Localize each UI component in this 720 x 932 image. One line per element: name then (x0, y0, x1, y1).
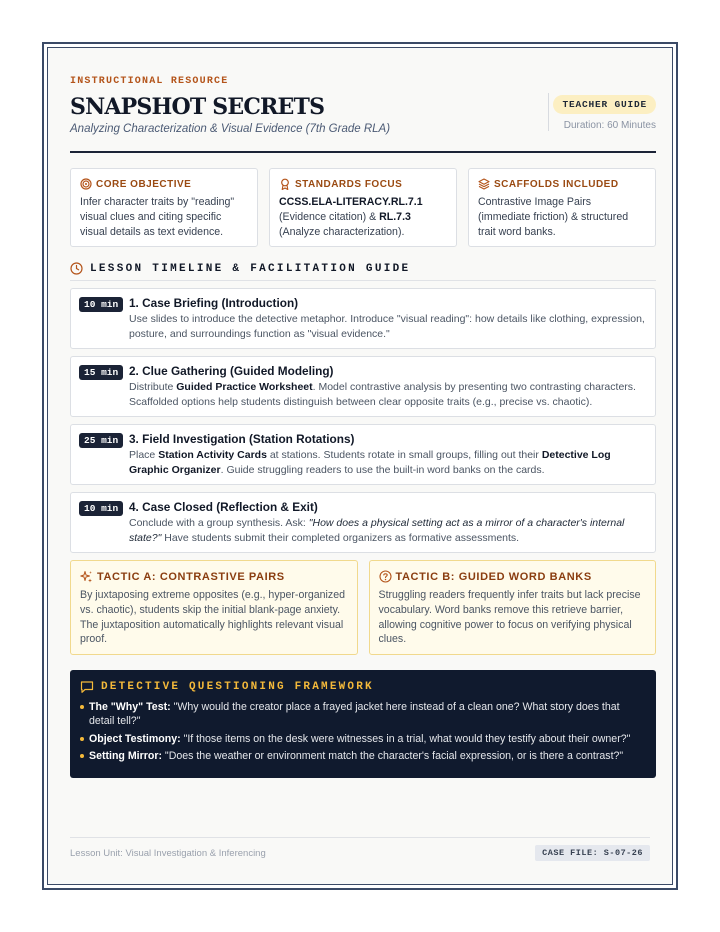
step-title: 3. Field Investigation (Station Rotations) (129, 432, 355, 446)
timeline-step (70, 492, 656, 553)
timeline-step (70, 356, 656, 417)
page-header (70, 93, 656, 153)
unit-label: Lesson Unit: Visual Investigation & Inferencing (70, 848, 266, 859)
tactic-title: TACTIC A: CONTRASTIVE PAIRS (97, 570, 285, 583)
target-icon (80, 178, 92, 190)
card-header (478, 178, 646, 190)
page-frame (42, 42, 678, 890)
reflection-question: "How does a physical setting act as a mirror of a character's internal state?" (129, 517, 625, 544)
timeline-steps (70, 288, 656, 553)
standard-text: (Analyze characterization). (279, 225, 405, 238)
summary-cards (70, 168, 656, 247)
standard-code: CCSS.ELA-LITERACY.RL.7.1 (279, 196, 423, 208)
material-name: Guided Practice Worksheet (176, 381, 313, 393)
duration-pill: 10 min (79, 297, 123, 312)
question-text: "If those items on the desk were witnesses in a trial, what would they testify about their owner?" (180, 732, 631, 745)
tactic-title: TACTIC B: GUIDED WORD BANKS (395, 570, 592, 583)
card-header (279, 178, 447, 190)
step-text: Distribute (129, 381, 177, 393)
tactic-card (369, 560, 657, 655)
tactic-header (379, 570, 647, 583)
step-text: . Model contrastive analysis by presenting two contrasting characters. Scaffolded options help students distinguish between clear opposite traits (e.g., precise vs. chaotic). (129, 381, 636, 408)
card-body (279, 195, 447, 239)
section-title: LESSON TIMELINE & FACILITATION GUIDE (90, 262, 411, 275)
step-title: 2. Clue Gathering (Guided Modeling) (129, 364, 334, 378)
framework-title: DETECTIVE QUESTIONING FRAMEWORK (101, 681, 374, 693)
material-name: Detective Log Graphic Organizer (129, 449, 611, 476)
step-description (129, 516, 645, 545)
tactic-header (80, 570, 348, 583)
step-description: Use slides to introduce the detective metaphor. Introduce "visual reading": how details like clothing, expression, posture, and surroundings function as "visual evidence." (129, 313, 645, 340)
step-text: Place (129, 449, 159, 461)
chat-icon (80, 680, 94, 694)
question-circle-icon (379, 570, 392, 583)
card-title: CORE OBJECTIVE (96, 178, 192, 190)
card-title: SCAFFOLDS INCLUDED (494, 178, 619, 190)
step-title: 4. Case Closed (Reflection & Exit) (129, 500, 318, 514)
tactic-card (70, 560, 358, 655)
question-list (80, 700, 646, 764)
material-name: Station Activity Cards (158, 449, 267, 461)
tactics (70, 560, 656, 655)
standard-code: RL.7.3 (379, 210, 411, 223)
question-text: "Does the weather or environment match the character's facial expression, or is there a contrast?" (161, 750, 624, 763)
duration-pill: 25 min (79, 433, 123, 448)
page-subtitle: Analyzing Characterization & Visual Evidence (7th Grade RLA) (70, 123, 391, 135)
framework-header (80, 680, 646, 694)
award-icon (279, 178, 291, 190)
page-title: SNAPSHOT SECRETS (70, 94, 325, 120)
tactic-body: Struggling readers frequently infer traits but lack precise vocabulary. Word banks remove this retrieve barrier, allowing cognitive power to focus on verifying physical clues. (378, 589, 641, 646)
card-body: Contrastive Image Pairs (immediate friction) & structured trait word banks. (478, 196, 629, 238)
page-footer (70, 837, 650, 863)
list-item (80, 700, 646, 729)
step-description (129, 380, 645, 409)
layers-icon (478, 178, 490, 190)
duration-pill: 10 min (79, 501, 123, 516)
question-label: The "Why" Test: (89, 701, 171, 713)
timeline-header (70, 262, 656, 281)
card-title: STANDARDS FOCUS (295, 178, 403, 190)
standards-focus-card (269, 168, 457, 247)
step-title: 1. Case Briefing (Introduction) (129, 296, 299, 310)
sparkle-icon (80, 570, 93, 583)
list-item (80, 732, 646, 746)
card-body: Infer character traits by "reading" visual clues and citing specific visual details as text evidence. (80, 196, 235, 238)
step-text: . Guide struggling readers to use the built-in word banks on the cards. (220, 463, 545, 476)
list-item (80, 749, 646, 763)
standard-text: (Evidence citation) & (279, 210, 380, 223)
questioning-framework (70, 670, 656, 778)
case-file-badge: CASE FILE: S-07-26 (535, 845, 650, 861)
timeline-step (70, 288, 656, 349)
question-text: "Why would the creator place a frayed jacket here instead of a clean one? What story does that detail tell?" (89, 701, 620, 728)
step-text: Conclude with a group synthesis. Ask: (129, 517, 309, 529)
step-text: at stations. Students rotate in small groups, filling out their (266, 449, 542, 461)
timeline-step (70, 424, 656, 485)
scaffolds-card (468, 168, 656, 247)
page (47, 47, 673, 885)
clock-icon (70, 262, 83, 275)
teacher-guide-badge: TEACHER GUIDE (553, 95, 656, 114)
step-text: Have students submit their completed organizers as formative assessments. (161, 531, 520, 544)
kicker: INSTRUCTIONAL RESOURCE (70, 76, 229, 87)
tactic-body: By juxtaposing extreme opposites (e.g., hyper-organized vs. chaotic), students skip the initial blank-page anxiety. The juxtaposition automatically highlights relevant visual proof. (80, 589, 345, 646)
question-label: Object Testimony: (89, 732, 181, 745)
card-header (80, 178, 248, 190)
content (70, 76, 656, 778)
header-meta (548, 93, 656, 131)
duration-label: Duration: 60 Minutes (563, 120, 656, 131)
step-description (129, 448, 645, 477)
core-objective-card (70, 168, 258, 247)
question-label: Setting Mirror: (89, 750, 162, 763)
duration-pill: 15 min (79, 365, 123, 380)
